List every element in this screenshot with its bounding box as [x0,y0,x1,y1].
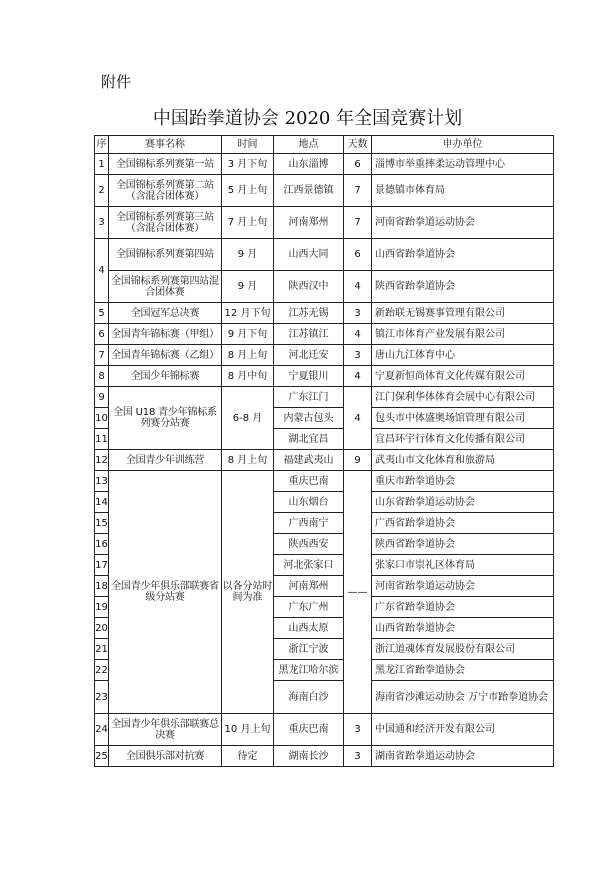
cell-days: 4 [344,324,372,345]
cell-place: 江苏无锡 [274,303,344,324]
cell-org: 广东省跆拳道协会 [372,597,554,618]
cell-no: 9 [95,387,109,408]
cell-no: 19 [95,597,109,618]
table-row [95,175,554,207]
cell-no: 2 [95,175,109,207]
cell-days: 6 [344,239,372,271]
cell-place: 广西南宁 [274,513,344,534]
cell-time: 5 月上旬 [222,175,274,207]
cell-days: 7 [344,207,372,239]
cell-org: 湖南省跆拳道运动协会 [372,746,554,767]
cell-no: 23 [95,681,109,714]
cell-place: 山东烟台 [274,492,344,513]
cell-org: 武夷山市文化体育和旅游局 [372,450,554,471]
cell-days: 7 [344,175,372,207]
cell-name: 全国锦标系列赛第三站（含混合团体赛） [109,207,222,239]
cell-days: 3 [344,746,372,767]
cell-days: 6 [344,154,372,175]
table-row [95,239,554,271]
cell-time: 以各分站时间为准 [222,471,274,714]
table-row [95,714,554,746]
cell-org: 宜昌环宇行体育文化传播有限公司 [372,429,554,450]
table-row [95,207,554,239]
table-header-row [95,136,554,154]
cell-place: 黑龙江哈尔滨 [274,660,344,681]
cell-place: 宁夏银川 [274,366,344,387]
document-title: 中国跆拳道协会 2020 年全国竞赛计划 [152,108,463,129]
cell-place: 湖北宜昌 [274,429,344,450]
cell-no: 21 [95,639,109,660]
cell-time: 8 月上旬 [222,450,274,471]
table-row [95,746,554,767]
cell-org: 浙江道魂体育发展股份有限公司 [372,639,554,660]
cell-org: 唐山九江体育中心 [372,345,554,366]
cell-place: 湖南长沙 [274,746,344,767]
cell-no: 17 [95,555,109,576]
table-row [95,154,554,175]
cell-org: 山东省跆拳道运动协会 [372,492,554,513]
cell-org: 新跆联无锡赛事管理有限公司 [372,303,554,324]
cell-time: 待定 [222,746,274,767]
cell-no: 8 [95,366,109,387]
cell-place: 福建武夷山 [274,450,344,471]
cell-no: 6 [95,324,109,345]
cell-days: 4 [344,387,372,450]
cell-place: 重庆巴南 [274,471,344,492]
header-name: 赛事名称 [109,136,222,154]
table-row [95,471,554,492]
cell-no: 25 [95,746,109,767]
cell-place: 浙江宁波 [274,639,344,660]
attachment-label: 附件 [101,73,132,91]
cell-days: 3 [344,714,372,746]
table-row [95,324,554,345]
cell-org: 广西省跆拳道协会 [372,513,554,534]
cell-days: 9 [344,450,372,471]
cell-time: 9 月 [222,239,274,271]
cell-name: 全国锦标系列赛第四站混合团体赛 [109,271,222,303]
cell-no: 14 [95,492,109,513]
cell-place: 河北张家口 [274,555,344,576]
cell-org: 镇江市体育产业发展有限公司 [372,324,554,345]
cell-no: 4 [95,239,109,303]
cell-name: 全国 U18 青少年锦标系列赛分站赛 [109,387,222,450]
cell-place: 山西太原 [274,618,344,639]
cell-org: 海南省沙滩运动协会 万宁市跆拳道协会 [372,681,554,714]
cell-no: 15 [95,513,109,534]
cell-org: 河南省跆拳道运动协会 [372,207,554,239]
cell-org: 重庆市跆拳道协会 [372,471,554,492]
cell-time: 10 月上旬 [222,714,274,746]
cell-place: 重庆巴南 [274,714,344,746]
cell-org: 山西省跆拳道协会 [372,239,554,271]
table-row [95,271,554,303]
table-row [95,345,554,366]
header-no: 序 [95,136,109,154]
cell-org: 河南省跆拳道运动协会 [372,576,554,597]
cell-time: 7 月上旬 [222,207,274,239]
cell-place: 广东江门 [274,387,344,408]
cell-org: 江门保利华体体育会展中心有限公司 [372,387,554,408]
cell-time: 8 月中旬 [222,366,274,387]
cell-no: 11 [95,429,109,450]
cell-place: 河南郑州 [274,576,344,597]
table-row [95,450,554,471]
cell-place: 江西景德镇 [274,175,344,207]
cell-place: 陕西汉中 [274,271,344,303]
table-row [95,303,554,324]
cell-no: 12 [95,450,109,471]
cell-org: 黑龙江省跆拳道协会 [372,660,554,681]
cell-no: 3 [95,207,109,239]
cell-days: —— [344,471,372,714]
cell-org: 陕西省跆拳道协会 [372,534,554,555]
cell-name: 全国青年锦标赛（甲组） [109,324,222,345]
header-org: 申办单位 [372,136,554,154]
cell-place: 内蒙古包头 [274,408,344,429]
table-row [95,366,554,387]
cell-place: 河南郑州 [274,207,344,239]
cell-no: 24 [95,714,109,746]
cell-name: 全国青少年俱乐部联赛省级分站赛 [109,471,222,714]
cell-name: 全国锦标系列赛第四站 [109,239,222,271]
cell-org: 山西省跆拳道协会 [372,618,554,639]
cell-name: 全国锦标系列赛第一站 [109,154,222,175]
header-place: 地点 [274,136,344,154]
cell-name: 全国青年锦标赛（乙组） [109,345,222,366]
cell-org: 陕西省跆拳道协会 [372,271,554,303]
cell-name: 全国青少年训练营 [109,450,222,471]
header-time: 时间 [222,136,274,154]
cell-time: 6-8 月 [222,387,274,450]
cell-place: 海南白沙 [274,681,344,714]
cell-no: 18 [95,576,109,597]
cell-time: 3 月下旬 [222,154,274,175]
cell-name: 全国青少年俱乐部联赛总决赛 [109,714,222,746]
cell-name: 全国锦标系列赛第二站（含混合团体赛） [109,175,222,207]
cell-no: 1 [95,154,109,175]
header-days: 天数 [344,136,372,154]
cell-days: 3 [344,345,372,366]
cell-place: 山西大同 [274,239,344,271]
cell-org: 张家口市崇礼区体育局 [372,555,554,576]
cell-place: 河北迁安 [274,345,344,366]
cell-no: 20 [95,618,109,639]
cell-no: 22 [95,660,109,681]
cell-org: 景德镇市体育局 [372,175,554,207]
cell-time: 12 月下旬 [222,303,274,324]
cell-place: 广东广州 [274,597,344,618]
cell-name: 全国俱乐部对抗赛 [109,746,222,767]
cell-time: 8 月上旬 [222,345,274,366]
cell-time: 9 月下旬 [222,324,274,345]
cell-name: 全国冠军总决赛 [109,303,222,324]
cell-no: 16 [95,534,109,555]
cell-org: 淄博市举重摔柔运动管理中心 [372,154,554,175]
competition-plan-table [94,135,554,767]
cell-no: 7 [95,345,109,366]
cell-no: 10 [95,408,109,429]
cell-no: 5 [95,303,109,324]
cell-days: 4 [344,366,372,387]
cell-no: 13 [95,471,109,492]
cell-name: 全国少年锦标赛 [109,366,222,387]
cell-org: 中国通和经济开发有限公司 [372,714,554,746]
cell-org: 包头市中体盛奥场馆管理有限公司 [372,408,554,429]
cell-place: 陕西西安 [274,534,344,555]
cell-time: 9 月 [222,271,274,303]
cell-org: 宁夏新恒尚体育文化传媒有限公司 [372,366,554,387]
cell-place: 山东淄博 [274,154,344,175]
table-row [95,387,554,408]
cell-days: 4 [344,271,372,303]
cell-place: 江苏镇江 [274,324,344,345]
cell-days: 3 [344,303,372,324]
